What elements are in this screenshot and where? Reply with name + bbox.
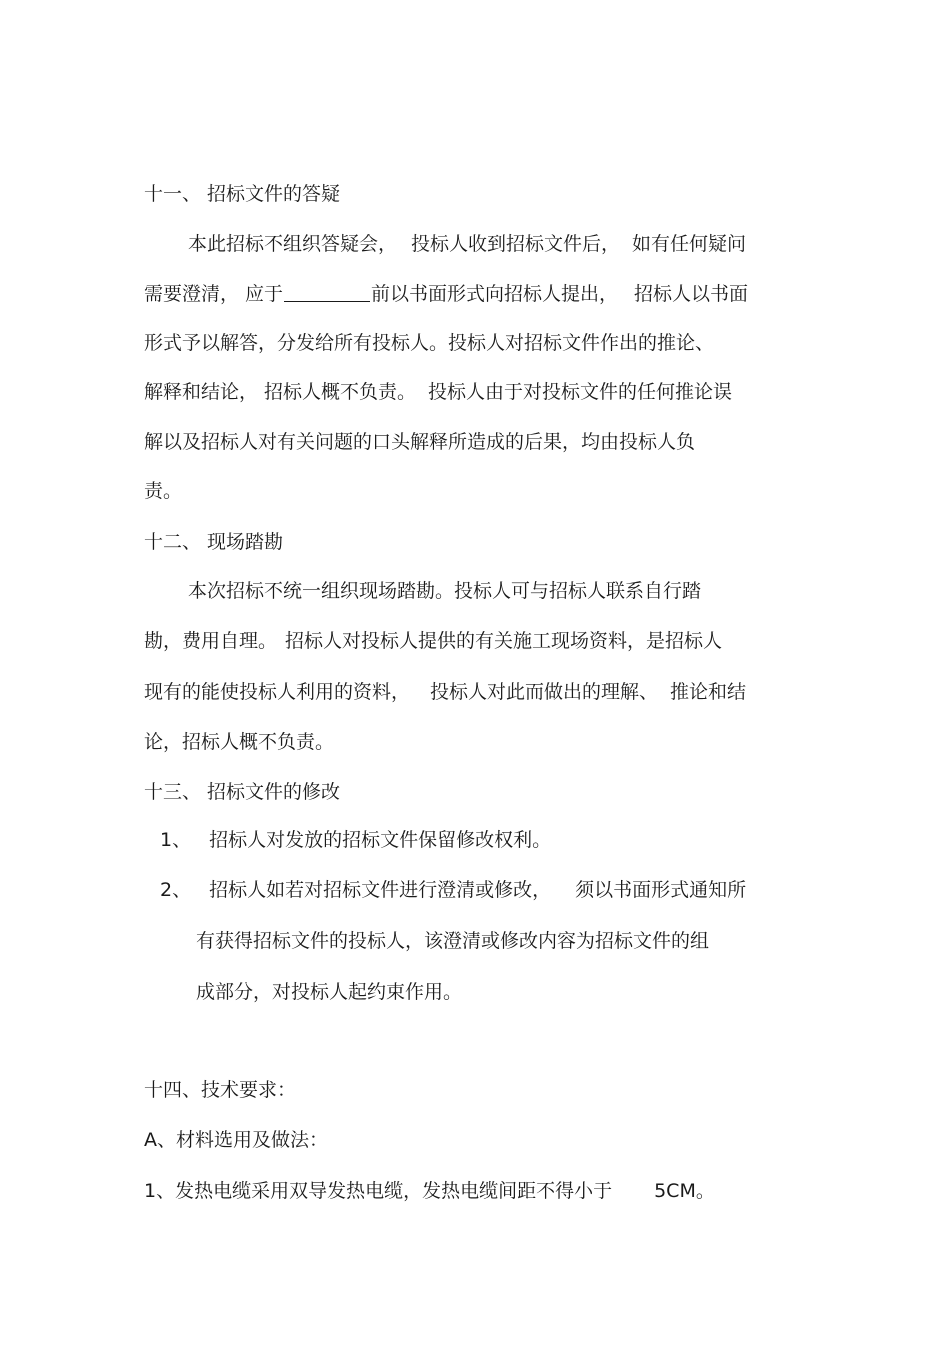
section-12-paragraph-line-4: 论，招标人概不负责。 [144,731,335,753]
section-13-heading: 十三、 招标文件的修改 [144,781,341,803]
text-fragment: 投标人收到招标文件后， [411,233,621,255]
date-blank-underline [284,283,370,302]
text-fragment: 本此招标不组织答疑会， [188,233,398,255]
text-fragment: 解释和结论， [144,381,259,403]
text-fragment: 现有的能使投标人利用的资料， [144,681,411,703]
list-number: 2、 [160,879,192,901]
text-fragment: 应于 [245,283,284,305]
list-number: 1、 [160,829,192,851]
section-12-paragraph-line-2 [144,628,722,654]
section-13-item-2-line-3: 成部分，对投标人起约束作用。 [196,981,463,1003]
text-fragment: 如有任何疑问 [632,233,747,255]
section-13-item-1 [160,827,551,853]
text-fragment: 推论和结 [670,681,747,703]
section-11-paragraph-line-3: 形式予以解答，分发给所有投标人。投标人对招标文件作出的推论、 [144,332,715,354]
section-14-item-1 [144,1178,715,1204]
section-11-paragraph-line-5: 解以及招标人对有关问题的口头解释所造成的后果，均由投标人负 [144,431,696,453]
text-fragment: 招标人对投标人提供的有关施工现场资料，是招标人 [285,630,723,652]
text-fragment: 1、发热电缆采用双导发热电缆，发热电缆间距不得小于 [144,1180,613,1202]
text-fragment: 投标人由于对投标文件的任何推论误 [428,381,733,403]
text-fragment: 投标人对此而做出的理解、 [430,681,659,703]
list-item-text: 招标人对发放的招标文件保留修改权利。 [209,829,552,851]
section-14-heading: 十四、技术要求： [144,1079,297,1101]
section-11-paragraph-line-4 [144,379,732,405]
text-fragment: 招标人以书面 [634,283,749,305]
section-12-paragraph-line-3 [144,679,746,705]
text-fragment: 5CM。 [654,1180,715,1202]
section-12-heading: 十二、 现场踏勘 [144,531,284,553]
text-fragment: 前以书面形式向招标人提出， [371,283,619,305]
section-13-item-2 [160,877,746,903]
text-fragment: 招标人概不负责。 [264,381,417,403]
list-item-text: 招标人如若对招标文件进行澄清或修改， [209,879,552,901]
section-12-paragraph-line-1: 本次招标不统一组织现场踏勘。投标人可与招标人联系自行踏 [188,580,702,602]
list-item-text: 须以书面形式通知所 [575,879,747,901]
section-13-item-2-line-2: 有获得招标文件的投标人，该澄清或修改内容为招标文件的组 [196,930,710,952]
section-11-paragraph-line-6: 责。 [144,480,183,502]
section-11-heading: 十一、 招标文件的答疑 [144,183,341,205]
section-14-subheading-a: A、材料选用及做法： [144,1129,328,1151]
section-11-paragraph-line-1 [188,231,746,257]
text-fragment: 勘，费用自理。 [144,630,278,652]
section-11-paragraph-line-2 [144,281,748,307]
text-fragment: 需要澄清， [144,283,240,305]
